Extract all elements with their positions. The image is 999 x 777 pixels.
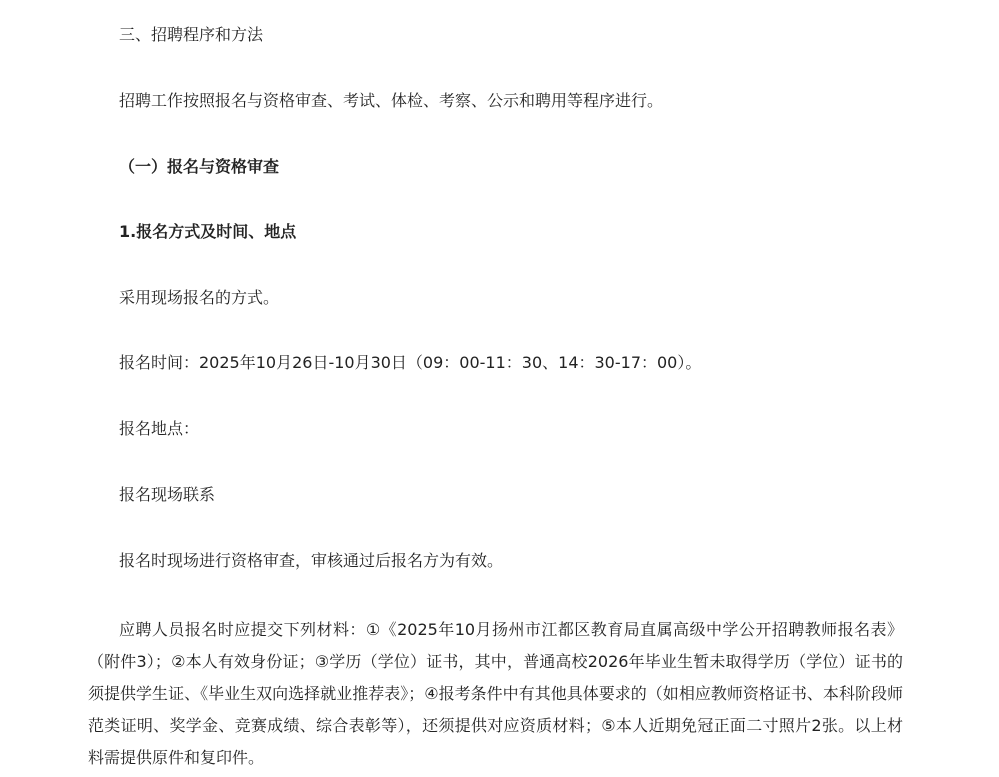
- registration-location: 报名地点：: [119, 419, 200, 438]
- registration-contact: 报名现场联系: [119, 485, 216, 504]
- subsection-heading: （一）报名与资格审查: [119, 157, 280, 176]
- registration-time: 报名时间：2025年10月26日-10月30日（09：00-11：30、14：30-17：00）。: [119, 353, 702, 372]
- qualification-review: 报名时现场进行资格审查，审核通过后报名方为有效。: [119, 551, 504, 570]
- intro-paragraph: 招聘工作按照报名与资格审查、考试、体检、考察、公示和聘用等程序进行。: [119, 91, 664, 110]
- materials-paragraph: 应聘人员报名时应提交下列材料：①《2025年10月扬州市江都区教育局直属高级中学公开招聘教师报名表》（附件3）；②本人有效身份证；③学历（学位）证书，其中，普通高校2026年毕业生暂未取得学历（学位）证书的须提供学生证、《毕业生双向选择就业推荐表》；④报考条件中有其他具体要求的（如相应教师资格证书、本科阶段师范类证明、奖学金、竞赛成绩、综合表彰等），还须提供对应资质材料；⑤本人近期免冠正面二寸照片2张。以上材料需提供原件和复印件。: [88, 620, 903, 767]
- item-heading: 1.报名方式及时间、地点: [119, 222, 297, 241]
- section-heading: 三、招聘程序和方法: [119, 25, 264, 44]
- registration-method: 采用现场报名的方式。: [119, 288, 280, 307]
